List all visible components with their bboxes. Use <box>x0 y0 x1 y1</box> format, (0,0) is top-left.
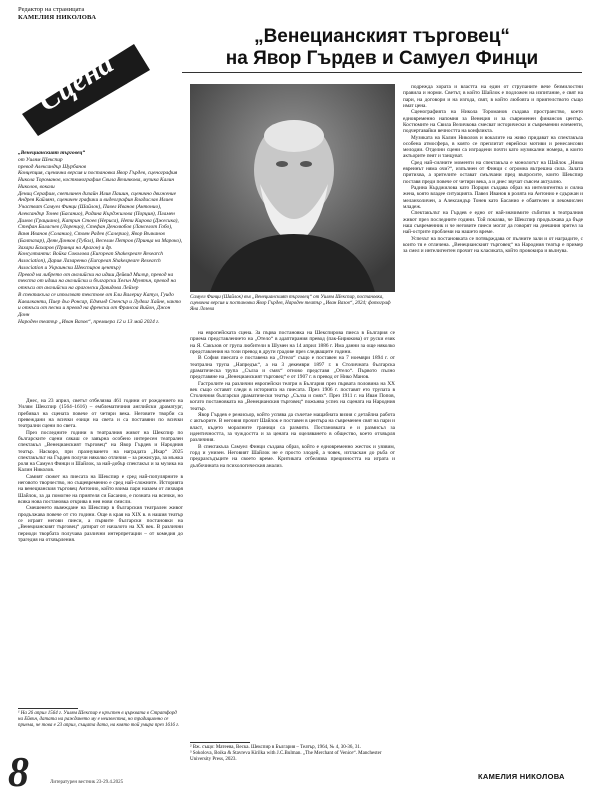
paragraph: на европейската сцена. За първа постановка на Шекспирова пиеса в България се приема представлението на „Отело“ в адаптирания превод (пак-Бирюкова) от руски език на Я. Сакъзов от група любители в Шумен на 14 април 1886 г. Има данни за още няколко представления на този превод в други градове през следващите години. <box>190 330 395 355</box>
headline-line-1: „Венецианският търговец“ <box>254 26 510 47</box>
credits-line: Концепция, сценична версия и постановка Явор Гърдев, сценография Никола Тороманов, костюмография Свила Величкова, музика Калин Николов, вокали <box>18 170 178 190</box>
credits-line: Народен театър „Иван Вазов“, премиера 12 и 13 май 2024 г. <box>18 318 160 325</box>
article-headline <box>182 26 582 70</box>
photo-caption: Самуел Финци (Шайлок) във „Венецианският търговец“ от Уилям Шекспир, постановка, сценична версия и постановка Явор Гърдев, Народен театър „Иван Вазов“, 2024; фотограф Яна Лозева <box>190 295 391 313</box>
paragraph: Успехът на постановката се потвърждава от пълните зали и от наградите, с които тя е отличена. „Венецианският търговец“ на Народния театър е пример за смел и интелигентен прочит на класиката, който провокира и вълнува. <box>403 235 583 255</box>
section-banner-label: Сцена <box>32 46 119 118</box>
paragraph: Смешенето въвеждане на Шекспир в българския театрален живот продължава повече от сто години. Още в края на XIX в. в нашия театър се играят негови пиеси, а първите български постановки на „Венецианският търговец“ датират от началото на XX век. В различни периоди творбата получава различни интерпретации – от комедия до трагедия на отхвърления. <box>18 505 183 543</box>
headline-line-2: на Явор Гърдев и Самуел Финци <box>225 48 539 69</box>
footnote-rule <box>18 708 78 709</box>
editor-block <box>18 6 178 22</box>
paragraph: Самият сюжет на пиесата на Шекспир е сред най-популярните в неговото творчество, но същевременно е сред най-сложните. Историята на венецианския търговец Антонио, който взима пари назаем от лихваря Шайлок, за да помогне на приятеля си Басанио, е позната на всички, но всяка нова постановка открива в нея нови смисли. <box>18 473 183 505</box>
paragraph: Гастролите на различни европейски театри в България през първата половина на XX век също оставят следи в историята на пиесата. През 1906 г. поставят ето трупата в Столичния български драматически театър „Сълза и смях“. През 1911 г. на Иван Попов, когато постановката на „Венецианския търговец“ пожънва успех на сцената на Народния театър. <box>190 380 395 412</box>
paragraph: Спектакълът на Гърдев е едно от най-значимите събития в театралния живот през последните години. Той показва, че Шекспир продължава да бъде наш съвременник и че неговите пиеси могат да говорят на днешния зрител за най-острите проблеми на нашето време. <box>403 210 583 236</box>
paragraph: подрежда хората и властта на един от струпаните вече безмилостни правила и норми. Светът, в който Шайлок е подложен на изпитание, е свят на пари, на договори и на изгода, свят, в който любовта и приятелството също имат цена. <box>403 84 583 109</box>
headline-rule <box>182 72 582 73</box>
paragraph: Сценографията на Никола Тороманов създава пространство, което едновременно напомня за Венеция и за съвременен финансов център. Костюмите на Свила Величкова смесват исторически и съвременни елементи, подчертавайки вечността на конфликта. <box>403 109 583 135</box>
paragraph: В София пиесата е поставена на „Отело“ също е поставен на 7 ноември 1894 г. от театрална трупа „Напредък“, а на 3 декември 1897 г. в Столичната българска драматическа трупа „Сълза и смях“ отново представя „Отело“. Първото пълно представяне на „Венецианският търговец“ е от 1907 г. в превод от Нико Манов. <box>190 355 395 381</box>
footnote-1 <box>18 708 183 729</box>
paragraph: Сред най-силните моменти на спектакъла е монологът на Шайлок „Нима евреинът няма очи?“, изпълнен от Финци с огромна вътрешна сила. Залата притихва, а зрителите остават смълчани пред въпросите, които Шекспир поставя преди повече от четири века, а и днес звучат съвсем актуално. <box>403 159 583 185</box>
actor-portrait-image <box>190 84 395 292</box>
editor-name: КАМЕЛИЯ НИКОЛОВА <box>18 14 97 21</box>
article-column-1 <box>18 398 183 543</box>
credits-line: от Уилям Шекспир <box>18 156 63 163</box>
footnote-text: ¹ На 26 април 1564 г. Уилям Шекспир е кръстен в църквата в Стратфорд на Ейвън, датата на раждането му е неизвестна, но традиционно се приема, че това е 23 април, същата дата, на която той умира през 1616 г. <box>18 711 180 728</box>
credits-line: Дениц Серафим, светлинен дизайн Илия Пашин, сценично движение Андрея Кайлянз, сценичен графики и видеография Владислав Илиев <box>18 190 176 204</box>
footnotes-2 <box>190 742 395 763</box>
footnote-rule <box>190 742 250 743</box>
article-photo <box>190 84 395 292</box>
article-column-2 <box>190 330 395 469</box>
footnote-text: ² Вж. също: Матеева, Веска. Шекспир в България – Театър, 1964, № 4, 30-36, 31. <box>190 745 362 750</box>
paragraph: Явор Гърдев е режисьор, който успява да съчетае мащабната визия с детайлна работа с актьорите. В неговия прочит Шайлок е поставен в центъра на съвременен свят на пари и власт, където моралните граници са размити. Постановката е и размисъл за идентичността, за чуждостта и за цената на оцеляването в общество, което отхвърля различния. <box>190 412 395 444</box>
credits-line: В спектакъла се използват текстове от Ели Валериу Катул, Гуидо Кавалканти, Пиер дьо Ронсар, Едмънд Спенсър и Лудвиг Хайне, както и откъси от песни и превод на френски от Франсоа Вийон, Джон Донн <box>18 291 182 318</box>
footnote-text: ³ Sokolova, Boika & Stavreva Kirilka with J.C.Bulman. „The Merchant of Venice“. Manchester University Press, 2023. <box>190 751 382 762</box>
credits-line: Участват Самуел Финци (Шайлок), Павел Иванов (Антонио), Александър Тонев (Басанио), Радина Кърджилова (Порция), Пламен Димов (Грациано), Катрин Стоев (Нериса), Нети Кирова (Джесика), Стефан Баласчев (Лоренцо), Стефан Денолюбов (Ланселот Гобо), Ваня Иванов (Соланио), Стоян Радев (Салерио), Явор Вълканов (Балтазар), Деян Донков (Тубал), Веселин Петров (Принца на Мароко), Захари Бахаров (Принца на Арагон) и др. <box>18 204 183 251</box>
page-number: 8 <box>8 750 29 796</box>
production-credits <box>18 150 183 326</box>
paragraph: В спектакъла Самуел Финци създава образ, който е едновременно жесток и уязвим, горд и унизен. Неговият Шайлок не е просто злодей, а човек, изтласкан до ръба от предразсъдъците на своето време. Критиката отбелязва прецизността на играта и дълбочината на психологическия анализ. <box>190 443 395 469</box>
credits-line: превод Александър Шурбанов <box>18 163 87 170</box>
issue-line: Литературен вестник 23-29.4.2025 <box>50 780 124 785</box>
editor-label: Редактор на страницата <box>18 6 85 13</box>
credits-line: Консултанти: Войка Соколова (European Shakespeare Research Association), Дария Лазаренко (European Shakespeare Research Association и Украински Шекспиров център) <box>18 251 163 271</box>
author-signature: КАМЕЛИЯ НИКОЛОВА <box>478 772 565 781</box>
article-column-3 <box>403 84 583 254</box>
section-banner-graphic <box>16 36 156 136</box>
paragraph: През последните години в театралния живот на Шекспир по българските сцени сякаш се завърна особено интересен театрален спектакъл „Венецианският търговец“ на Явор Гърдев и Народния театър. Наскоро, при празнуването на наградата „Икар“ 2025 спектакълът на Гърдев получи няколко отличия – за режисура, за мъжка роля на Самуел Финци и Шайлок, за най-добър спектакъл и за музика на Калин Николов. <box>18 429 183 474</box>
credits-line: Превод на либрето от английски на идиш Дейвид Милър, превод на текста от идиш на английски и български Хелън Мунтън, превод на откъси от английски на арагонски Давидова Лейзер <box>18 271 176 291</box>
credits-title: „Венецианският търговец“ <box>18 150 86 156</box>
paragraph: Радина Кърджилова като Порция създава образ на интелигентна и силна жена, която владее ситуацията. Павел Иванов в ролята на Антонио е сдържан и меланхоличен, а Александър Тонев като Басанио е обаятелен и лекомислен младеж. <box>403 185 583 210</box>
section-banner <box>16 36 156 136</box>
paragraph: Днес, на 23 април, светът отбелязва 461 години от рождението на Уилям Шекспир (1564–1616) – емблематичния английски драматург, пребивал на сцената повече от четири века. Неговите творби са превеждани на всички езици на света и са поставяни по всички театрални сцени по света. <box>18 398 183 430</box>
paragraph: Музиката на Калин Николов и вокалите на живо придават на спектакъла особена атмосфера, в която се преплитат еврейски мотиви и ренесансови мелодии. Отделни сцени са изградени почти като музикални номера, в които актьорите пеят и танцуват. <box>403 134 583 160</box>
